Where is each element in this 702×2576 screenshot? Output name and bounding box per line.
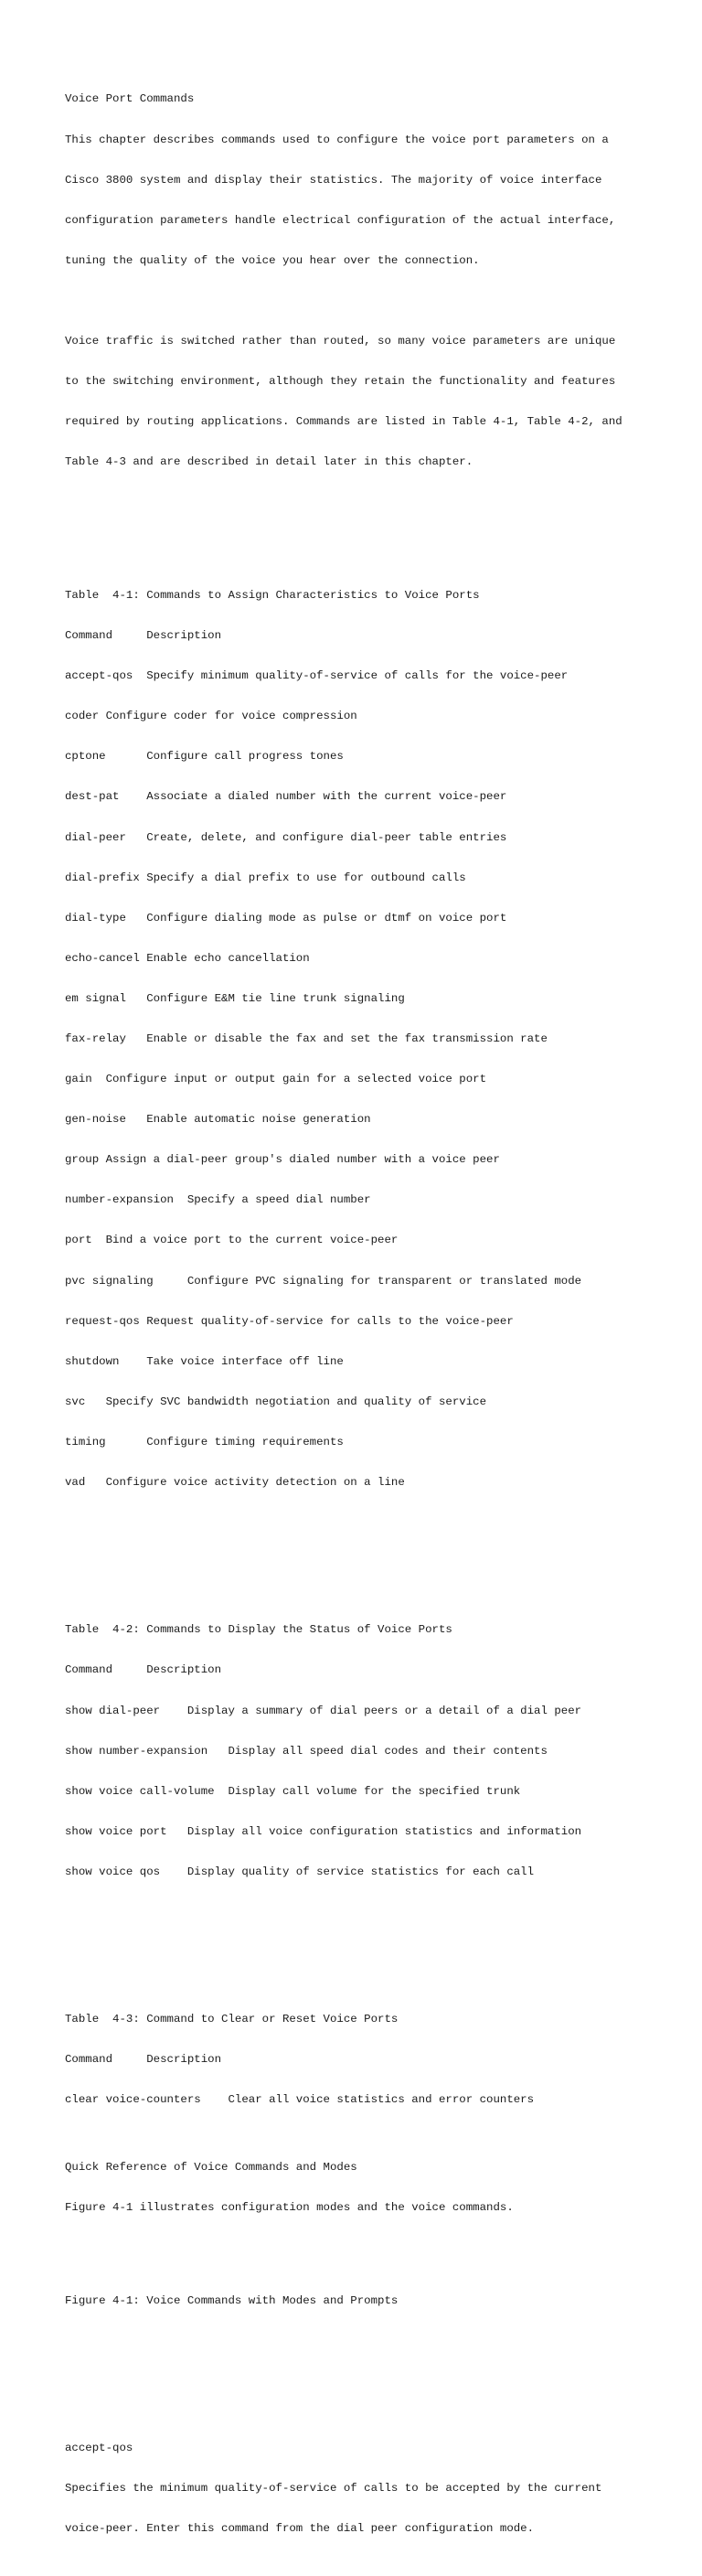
table-4-1 (65, 562, 696, 1517)
paragraph-line: to the switching environment, although they retain the functionality and features (65, 374, 616, 388)
table-4-2 (65, 1597, 696, 1906)
figure-placeholder (65, 2335, 696, 2374)
table-row: accept-qos Specify minimum quality-of-service of calls for the voice-peer (65, 669, 569, 683)
document-page (65, 66, 696, 2576)
table-row: shutdown Take voice interface off line (65, 1354, 344, 1368)
table-title: Table 4-3: Command to Clear or Reset Voice Ports (65, 2013, 399, 2026)
command-description-line: voice-peer. Enter this command from the dial peer configuration mode. (65, 2522, 535, 2536)
table-row: fax-relay Enable or disable the fax and set the fax transmission rate (65, 1032, 548, 1045)
table-row: cptone Configure call progress tones (65, 750, 344, 764)
table-row: number-expansion Specify a speed dial number (65, 1193, 371, 1207)
intro-line: tuning the quality of the voice you hear over the connection. (65, 253, 480, 267)
figure-caption: Figure 4-1: Voice Commands with Modes and Prompts (65, 2294, 399, 2308)
intro-line: configuration parameters handle electrical configuration of the actual interface, (65, 213, 616, 227)
table-row: group Assign a dial-peer group's dialed number with a voice peer (65, 1153, 500, 1167)
accept-qos-section (65, 2415, 696, 2563)
table-header: Command Description (65, 629, 222, 643)
table-row: dest-pat Associate a dialed number with the current voice-peer (65, 790, 507, 804)
table-header: Command Description (65, 2053, 222, 2067)
table-row: dial-type Configure dialing mode as pulse or dtmf on voice port (65, 911, 507, 925)
quick-reference-heading: Quick Reference of Voice Commands and Modes (65, 2160, 357, 2174)
command-description-line: Specifies the minimum quality-of-service of calls to be accepted by the current (65, 2482, 602, 2496)
paragraph-line: required by routing applications. Commands are listed in Table 4-1, Table 4-2, and (65, 414, 622, 428)
command-name: accept-qos (65, 2442, 133, 2454)
table-row: coder Configure coder for voice compression (65, 710, 357, 723)
table-row: clear voice-counters Clear all voice statistics and error counters (65, 2093, 535, 2107)
table-row: gain Configure input or output gain for a selected voice port (65, 1073, 487, 1086)
table-row: vad Configure voice activity detection on a line (65, 1476, 405, 1490)
intro-line: Cisco 3800 system and display their statistics. The majority of voice interface (65, 173, 602, 187)
table-title: Table 4-1: Commands to Assign Characteristics to Voice Ports (65, 588, 480, 602)
paragraph-line: Table 4-3 and are described in detail later in this chapter. (65, 454, 473, 468)
table-row: show voice qos Display quality of service statistics for each call (65, 1865, 535, 1878)
table-row: timing Configure timing requirements (65, 1435, 344, 1448)
table-row: show dial-peer Display a summary of dial peers or a detail of a dial peer (65, 1704, 582, 1717)
spacer (65, 1932, 696, 1945)
paragraph-line: Voice traffic is switched rather than routed, so many voice parameters are unique (65, 334, 616, 347)
spacer (65, 2241, 696, 2268)
spacer (65, 496, 696, 522)
table-row: show voice port Display all voice configuration statistics and information (65, 1824, 582, 1838)
table-row: pvc signaling Configure PVC signaling for transparent or translated mode (65, 1274, 582, 1288)
spacer (65, 294, 696, 307)
table-row: dial-peer Create, delete, and configure dial-peer table entries (65, 830, 507, 844)
table-row: svc Specify SVC bandwidth negotiation and quality of service (65, 1395, 487, 1408)
table-row: port Bind a voice port to the current voice-peer (65, 1234, 399, 1247)
intro-line: This chapter describes commands used to configure the voice port parameters on a (65, 133, 609, 146)
spacer (65, 1544, 696, 1556)
table-4-3 (65, 1986, 696, 2134)
table-row: gen-noise Enable automatic noise generation (65, 1113, 371, 1127)
table-row: dial-prefix Specify a dial prefix to use for outbound calls (65, 871, 466, 884)
quick-reference-text: Figure 4-1 illustrates configuration modes and the voice commands. (65, 2201, 514, 2214)
table-row: echo-cancel Enable echo cancellation (65, 951, 310, 965)
table-row: request-qos Request quality-of-service for calls to the voice-peer (65, 1314, 514, 1328)
chapter-heading: Voice Port Commands (65, 92, 195, 106)
table-row: show number-expansion Display all speed dial codes and their contents (65, 1744, 548, 1758)
table-row: em signal Configure E&M tie line trunk signaling (65, 991, 405, 1005)
table-title: Table 4-2: Commands to Display the Status of Voice Ports (65, 1623, 452, 1637)
table-header: Command Description (65, 1663, 222, 1677)
table-row: show voice call-volume Display call volume for the specified trunk (65, 1784, 521, 1798)
